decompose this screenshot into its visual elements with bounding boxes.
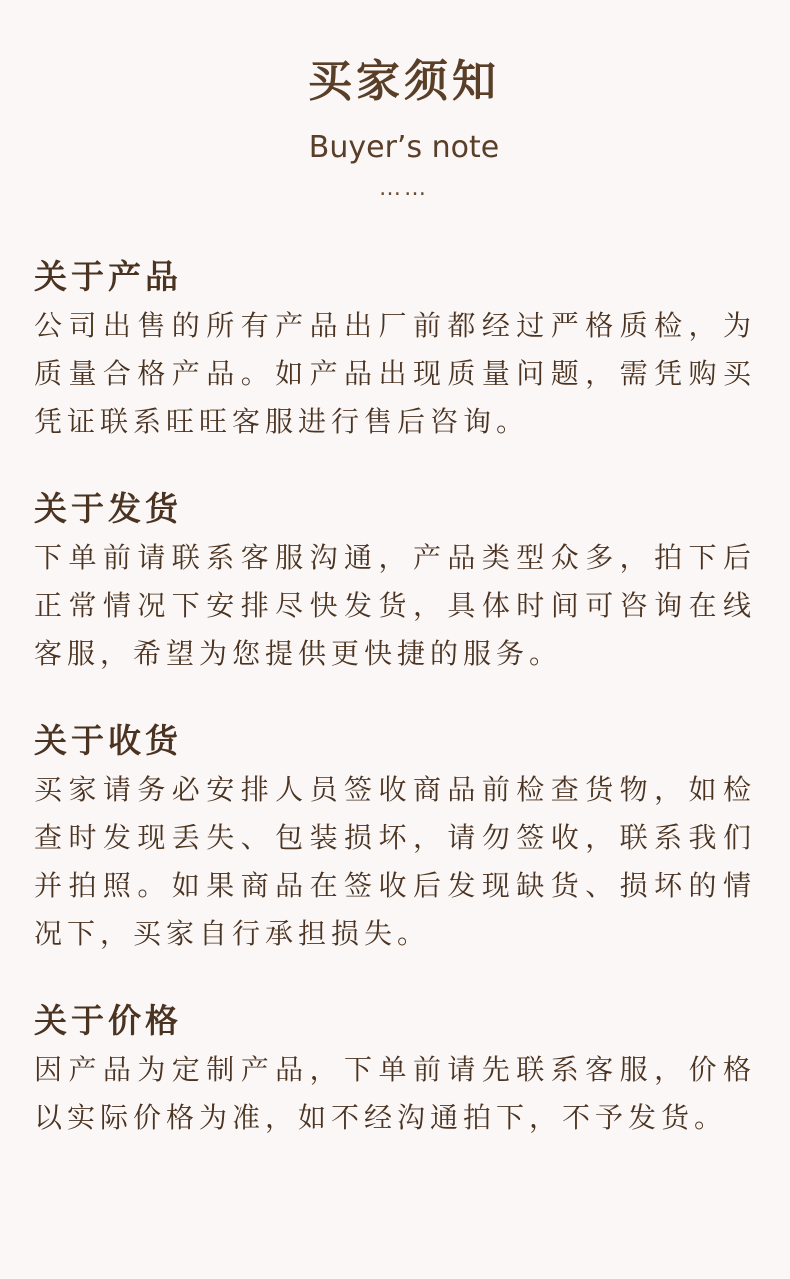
section-product xyxy=(34,252,756,446)
section-receiving xyxy=(34,716,756,958)
section-price xyxy=(34,996,756,1142)
section-body: 公司出售的所有产品出厂前都经过严格质检，为质量合格产品。如产品出现质量问题，需凭购买凭证联系旺旺客服进行售后咨询。 xyxy=(34,309,756,438)
section-title: 关于产品 xyxy=(34,257,182,296)
notice-header xyxy=(52,0,756,200)
section-body: 买家请务必安排人员签收商品前检查货物，如检查时发现丢失、包装损坏，请勿签收，联系我们并拍照。如果商品在签收后发现缺货、损坏的情况下，买家自行承担损失。 xyxy=(34,773,756,950)
section-title: 关于价格 xyxy=(34,1001,182,1040)
section-title: 关于收货 xyxy=(34,721,182,760)
section-title: 关于发货 xyxy=(34,489,182,528)
section-body: 因产品为定制产品，下单前请先联系客服，价格以实际价格为准，如不经沟通拍下，不予发货。 xyxy=(34,1053,756,1134)
section-body: 下单前请联系客服沟通，产品类型众多，拍下后正常情况下安排尽快发货，具体时间可咨询在线客服，希望为您提供更快捷的服务。 xyxy=(34,541,756,670)
section-shipping xyxy=(34,484,756,678)
page-title: 买家须知 xyxy=(308,56,500,107)
page-subtitle: Buyer’s note xyxy=(308,130,500,165)
notice-sections xyxy=(34,252,756,1142)
decorative-dots: …… xyxy=(379,176,429,201)
